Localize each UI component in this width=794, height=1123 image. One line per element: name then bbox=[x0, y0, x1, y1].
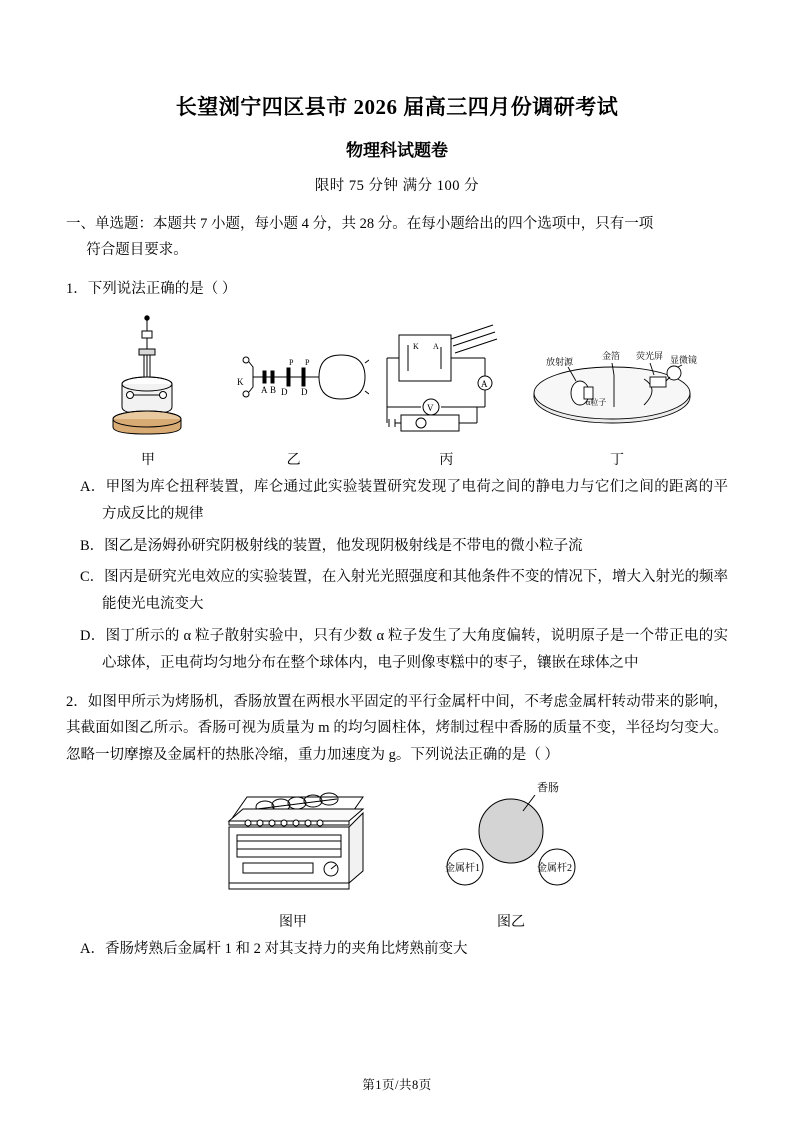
question-1-option-c: C．图丙是研究光电效应的实验装置，在入射光光照强度和其他条件不变的情况下，增大入射光的频率能使光电流变大 bbox=[80, 569, 728, 613]
cathode-ray-tube-icon bbox=[219, 315, 369, 443]
label-alpha: α粒子 bbox=[585, 397, 607, 407]
figure-jia-label: 甲 bbox=[141, 452, 155, 468]
alpha-scattering-apparatus-icon bbox=[524, 315, 710, 443]
svg-text:K: K bbox=[413, 341, 420, 351]
figure-bing-label: 丙 bbox=[439, 452, 454, 468]
svg-text:A: A bbox=[260, 384, 268, 395]
figure-tuyi-label: 图乙 bbox=[497, 915, 525, 931]
figure-tuyi bbox=[431, 779, 591, 931]
question-1-figures bbox=[66, 315, 728, 469]
svg-text:K: K bbox=[236, 376, 244, 387]
question-2-option-a: A．香肠烤熟后金属杆 1 和 2 对其支持力的夹角比烤熟前变大 bbox=[80, 941, 468, 958]
question-2-stem: 如图甲所示为烤肠机，香肠放置在两根水平固定的平行金属杆中间，不考虑金属杆转动带来的影响，其截面如图乙所示。香肠可视为质量为 m 的均匀圆柱体，烤制过程中香肠的质量不变，半径均匀变大。忽略一切摩擦及金属杆的热胀冷缩，重力加速度为 g。下列说法正确的是（ ） bbox=[66, 693, 729, 764]
label-foil: 金箔 bbox=[601, 350, 620, 361]
label-microscope: 显微镜 bbox=[669, 354, 697, 365]
page-subtitle: 物理科试题卷 bbox=[346, 140, 448, 160]
svg-text:B: B bbox=[269, 384, 276, 395]
figure-bing bbox=[381, 315, 511, 469]
figure-tujia-label: 图甲 bbox=[279, 915, 307, 931]
coulomb-torsion-balance-icon bbox=[90, 315, 206, 443]
question-2-number: 2． bbox=[66, 693, 88, 710]
figure-jia bbox=[90, 315, 206, 469]
svg-text:V: V bbox=[427, 402, 434, 413]
svg-text:D: D bbox=[300, 386, 308, 397]
question-1 bbox=[66, 276, 728, 303]
question-2-figures bbox=[66, 779, 728, 931]
section-heading-line2: 符合题目要求。 bbox=[86, 242, 188, 259]
svg-text:P: P bbox=[304, 357, 310, 367]
figure-tujia bbox=[203, 779, 383, 931]
figure-ding-label: 丁 bbox=[609, 452, 624, 468]
sausage-grill-icon bbox=[203, 779, 383, 905]
question-2 bbox=[66, 689, 728, 769]
svg-text:D: D bbox=[280, 386, 288, 397]
question-1-option-d: D．图丁所示的 α 粒子散射实验中，只有少数 α 粒子发生了大角度偏转，说明原子是一个带正电的实心球体，正电荷均匀地分布在整个球体内，电子则像枣糕中的枣子，镶嵌在球体之中 bbox=[80, 628, 728, 671]
question-1-stem: 下列说法正确的是（ ） bbox=[87, 281, 237, 298]
label-source: 放射源 bbox=[545, 356, 573, 367]
sausage-cross-section-icon bbox=[431, 779, 591, 905]
photoelectric-circuit-icon bbox=[381, 315, 511, 443]
label-sausage: 香肠 bbox=[537, 782, 559, 795]
label-rod1: 金属杆1 bbox=[445, 863, 480, 875]
exam-limits: 限时 75 分钟 满分 100 分 bbox=[314, 177, 480, 194]
page-title: 长望浏宁四区县市 2026 届高三四月份调研考试 bbox=[175, 95, 619, 119]
question-1-option-a: A．甲图为库仑扭秤装置，库仑通过此实验装置研究发现了电荷之间的静电力与它们之间的距离的平方成反比的规律 bbox=[80, 478, 728, 522]
svg-text:A: A bbox=[433, 341, 440, 351]
question-1-option-b: B．图乙是汤姆孙研究阴极射线的装置，他发现阴极射线是不带电的微小粒子流 bbox=[80, 537, 583, 554]
section-heading-line1: 一、单选题：本题共 7 小题，每小题 4 分，共 28 分。在每小题给出的四个选项中，只有一项 bbox=[66, 215, 654, 232]
section-heading bbox=[66, 211, 728, 265]
label-rod2: 金属杆2 bbox=[537, 863, 572, 875]
page-footer: 第1页/共8页 bbox=[362, 1078, 432, 1092]
svg-text:A: A bbox=[481, 378, 488, 389]
question-1-number: 1． bbox=[66, 281, 88, 298]
svg-text:P: P bbox=[288, 357, 294, 367]
figure-ding bbox=[524, 315, 710, 469]
figure-yi-label: 乙 bbox=[286, 452, 301, 468]
figure-yi bbox=[219, 315, 369, 469]
label-screen: 荧光屏 bbox=[635, 350, 663, 361]
